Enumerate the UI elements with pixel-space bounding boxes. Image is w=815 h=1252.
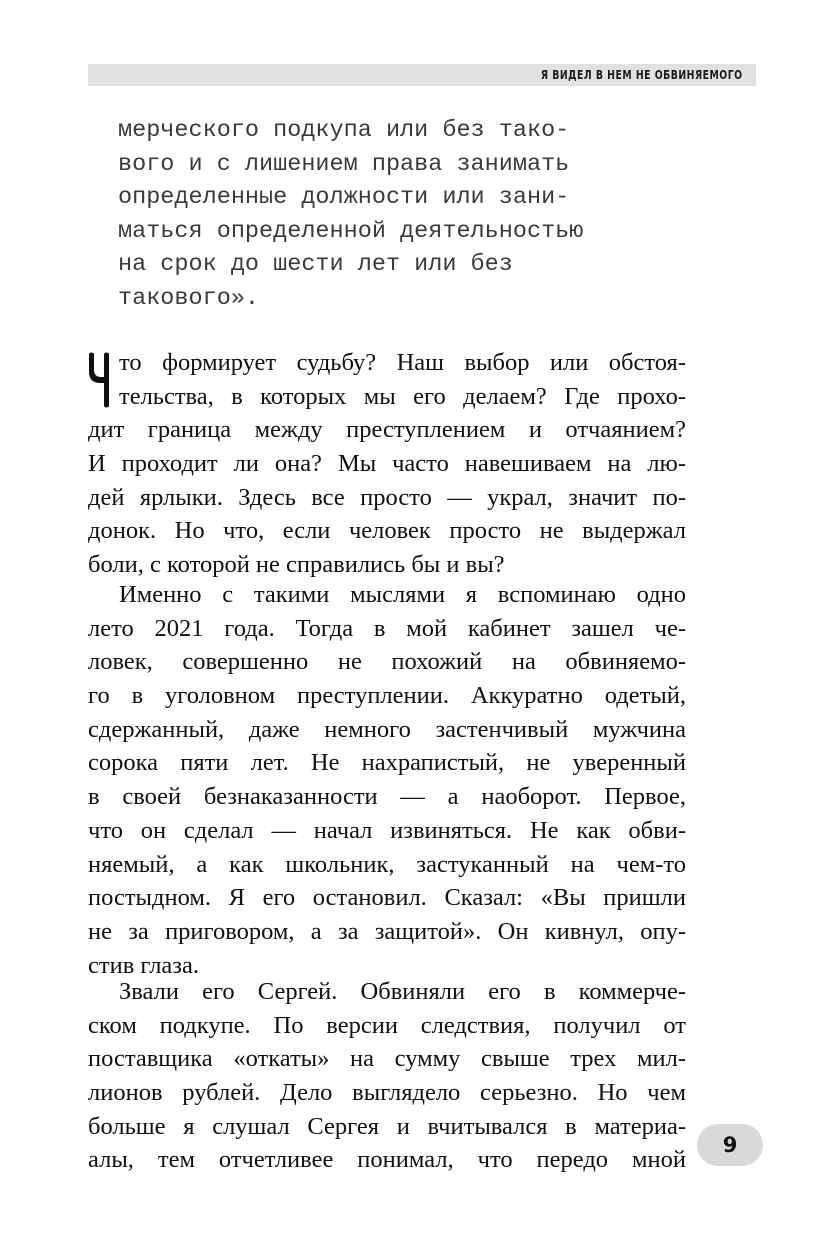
- paragraph-2: [88, 578, 686, 982]
- quote-line: маться определенной деятельностью: [118, 217, 584, 245]
- running-header-title: Я ВИДЕЛ В НЕМ НЕ ОБВИНЯЕМОГО: [541, 68, 743, 82]
- text-line: няемый, а как школьник, застуканный на чем-то: [88, 850, 686, 878]
- text-line: боли, с которой не справились бы и вы?: [88, 551, 505, 579]
- text-line: поставщика «откаты» на сумму свыше трех мил-: [88, 1045, 686, 1073]
- text-line: что он сделал — начал извиняться. Не как обви-: [88, 816, 686, 844]
- text-line: стив глаза.: [88, 951, 199, 979]
- text-line: ловек, совершенно не похожий на обвиняемо-: [88, 648, 686, 676]
- text-line: сорока пяти лет. Не нахрапистый, не уверенный: [88, 749, 686, 777]
- text-line: го в уголовном преступлении. Аккуратно одетый,: [88, 682, 686, 710]
- text-line: сдержанный, даже немного застенчивый мужчина: [88, 715, 686, 743]
- text-line: лето 2021 года. Тогда в мой кабинет зашел че-: [88, 614, 686, 642]
- paragraph-1: [88, 346, 686, 582]
- text-line: дит граница между преступлением и отчаянием?: [88, 416, 686, 444]
- quote-line: определенные должности или зани-: [118, 184, 570, 212]
- text-line: И проходит ли она? Мы часто навешиваем на лю-: [88, 450, 686, 478]
- legal-quote-block: [118, 114, 658, 316]
- quote-line: на срок до шести лет или без: [118, 251, 513, 279]
- quote-line: вого и с лишением права занимать: [118, 150, 570, 178]
- text-line: то формирует судьбу? Наш выбор или обстоя-: [119, 349, 686, 376]
- text-line: больше я слушал Сергея и вчитывался в материа-: [88, 1112, 686, 1140]
- text-line: алы, тем отчетливее понимал, что передо мной: [88, 1146, 686, 1174]
- paragraph-3: [88, 975, 686, 1177]
- text-line: дей ярлыки. Здесь все просто — украл, значит по-: [88, 483, 686, 511]
- quote-line: мерческого подкупа или без тако-: [118, 117, 570, 144]
- text-line: донок. Но что, если человек просто не выдержал: [88, 517, 686, 545]
- text-line: тельства, в которых мы его делаем? Где прохо-: [119, 382, 686, 410]
- text-line: Именно с такими мыслями я вспоминаю одно: [119, 581, 686, 608]
- text-line: не за приговором, а за защитой». Он кивнул, опу-: [88, 917, 686, 945]
- text-line: лионов рублей. Дело выглядело серьезно. Но чем: [88, 1079, 686, 1107]
- text-line: постыдном. Я его остановил. Сказал: «Вы пришли: [88, 884, 686, 912]
- text-line: ском подкупе. По версии следствия, получил от: [88, 1011, 686, 1039]
- text-line: в своей безнаказанности — а наоборот. Первое,: [88, 783, 686, 811]
- page-number: 9: [722, 1133, 738, 1157]
- text-line: Звали его Сергей. Обвиняли его в коммерче-: [119, 978, 686, 1005]
- quote-line: такового».: [118, 284, 260, 312]
